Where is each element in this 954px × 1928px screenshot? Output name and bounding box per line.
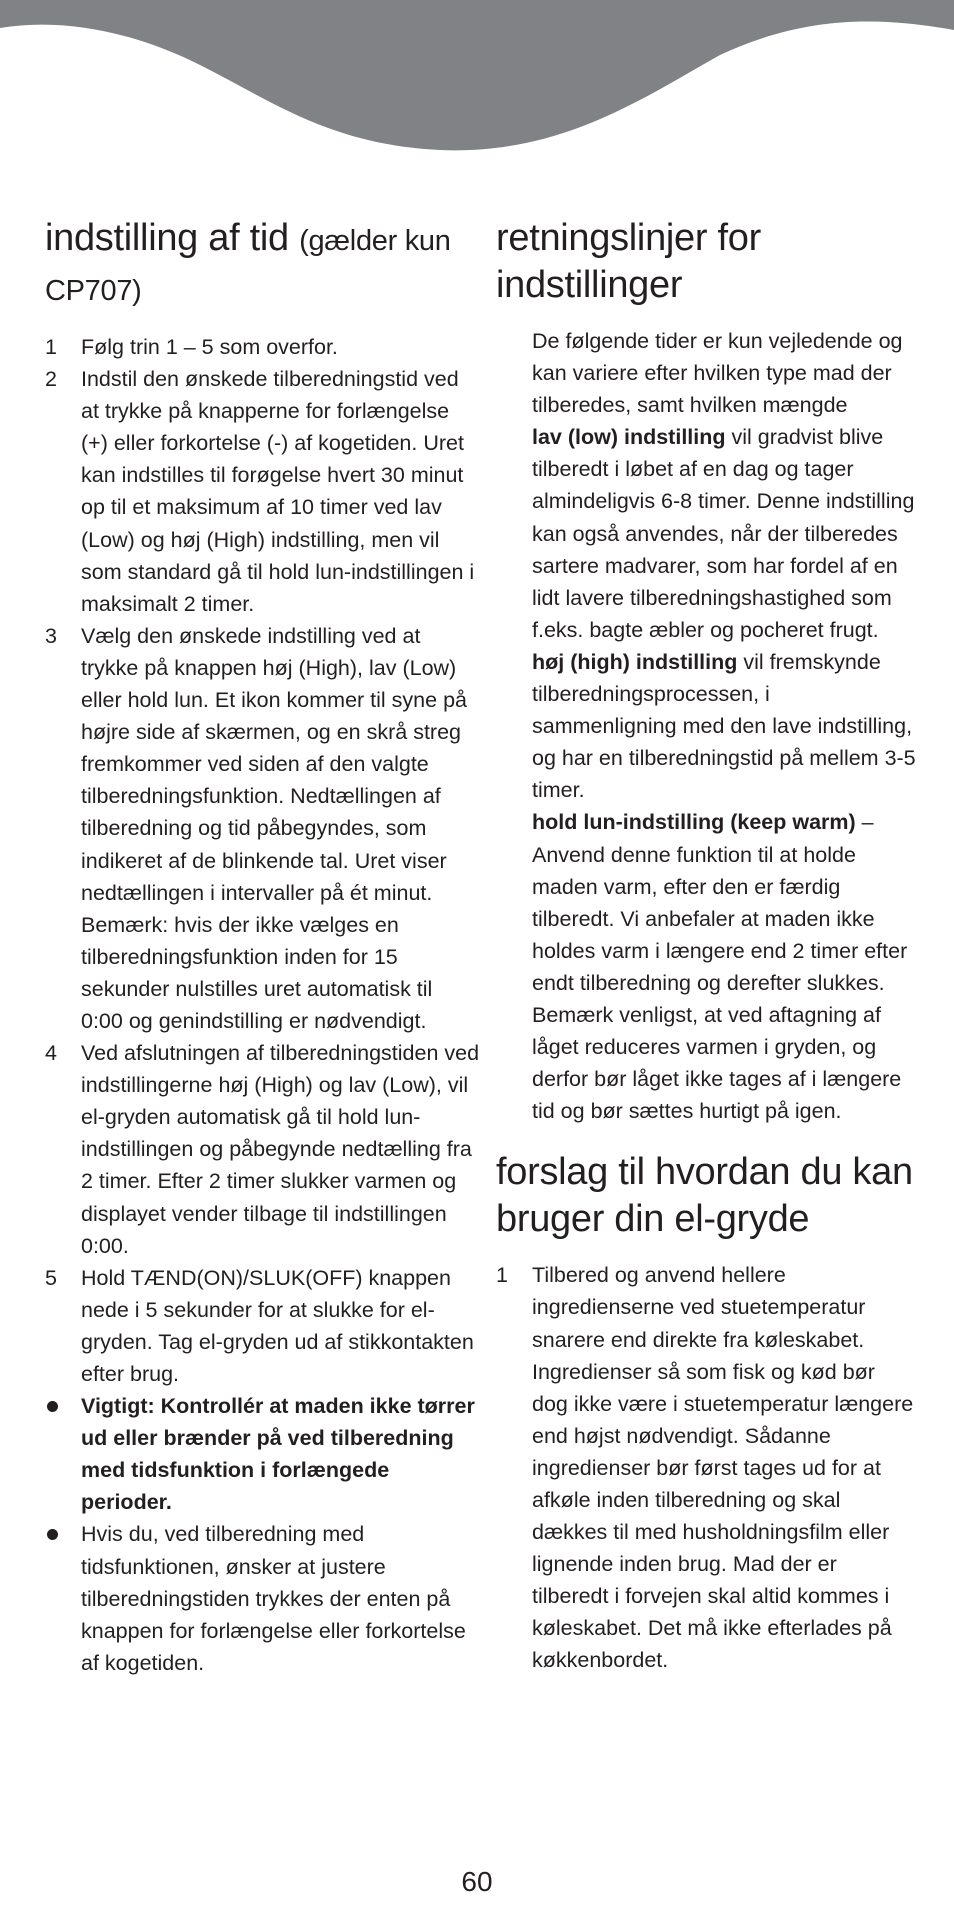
bullet-icon bbox=[47, 1401, 58, 1412]
timer-steps-list bbox=[45, 331, 480, 1679]
section-heading-timer: indstilling af tid (gælder kun CP707) bbox=[45, 217, 451, 307]
header-wave-decoration bbox=[0, 0, 954, 160]
list-item: 1 Følg trin 1 – 5 som overfor. bbox=[45, 335, 338, 359]
high-setting-paragraph: høj (high) indstilling vil fremskynde tilberedningsprocessen, i sammenligning med den lave indstilling, og har en tilberedningstid på mellem 3-5 timer. bbox=[532, 649, 916, 803]
list-item: 3 Vælg den ønskede indstilling ved at trykke på knappen høj (High), lav (Low) eller hold lun. Et ikon kommer til syne på højre side af skærmen, og en skrå streg fremkommer ved siden af den valgte tilberedningsfunktion. Nedtællingen af tilberedning og tid påbegyndes, som indikeret af de blinkende tal. Uret viser nedtællingen i intervaller på ét minut. Bemærk: hvis der ikke vælges en tilberedningsfunktion inden for 15 sekunder nulstilles uret automatisk til 0:00 og genindstilling er nødvendigt. bbox=[45, 620, 480, 1037]
low-setting-paragraph: lav (low) indstilling vil gradvist blive tilberedt i løbet af en dag og tager almindeligvis 6-8 timer. Denne indstilling kan også anvendes, når der tilberedes sartere madvarer, som har fordel af en lidt lavere tilberedningshastighed som f.eks. bagte æbler og pocheret frugt. bbox=[532, 425, 915, 642]
list-item: 2 Indstil den ønskede tilberedningstid ved at trykke på knapperne for forlængelse (+) eller forkortelse (-) af kogetiden. Uret kan indstilles til forøgelse hvert 30 minut op til et maksimum af 10 timer ved lav (Low) og høj (High) indstilling, men vil som standard gå til hold lun-indstillingen i maksimalt 2 timer. bbox=[45, 367, 475, 616]
keep-warm-paragraph: hold lun-indstilling (keep warm) – Anvend denne funktion til at holde maden varm, efter den er færdig tilberedt. Vi anbefaler at maden ikke holdes varm i længere end 2 timer efter endt tilberedning og derefter slukkes. Bemærk venligst, at ved aftagning af låget reduceres varmen i gryden, og derfor bør låget ikke tages af i længere tid og bør sættes hurtigt på igen. bbox=[532, 810, 908, 1124]
suggestions-list bbox=[496, 1259, 916, 1676]
list-item: 5 Hold TÆND(ON)/SLUK(OFF) knappen nede i 5 sekunder for at slukke for el-gryden. Tag el-gryden ud af stikkontakten efter brug. bbox=[45, 1265, 474, 1386]
right-column bbox=[496, 215, 916, 1677]
guidelines-intro: De følgende tider er kun vejledende og kan variere efter hvilken type mad der tilberedes, samt hvilken mængde bbox=[532, 329, 903, 418]
note-text: Bemærk: hvis der ikke vælges en tilberedningsfunktion inden for 15 sekunder nulstilles uret automatisk til 0:00 og genindstilling er nødvendigt. bbox=[81, 912, 433, 1033]
list-item: 1 Tilbered og anvend hellere ingredienserne ved stuetemperatur snarere end direkte fra køleskabet. Ingredienser så som fisk og kød bør dog ikke være i stuetemperatur længere end højst nødvendigt. Sådanne ingredienser bør først tages ud for at afkøle inden tilberedning og skal dækkes til med husholdningsfilm eller lignende inden brug. Mad der er tilberedt i forvejen skal altid kommes i køleskabet. Det må ikke efterlades på køkkenbordet. bbox=[496, 1263, 914, 1673]
left-column bbox=[45, 215, 480, 1679]
section-heading-guidelines: retningslinjer for indstillinger bbox=[496, 217, 761, 306]
section-heading-suggestions: forslag til hvordan du kan bruger din el-gryde bbox=[496, 1151, 913, 1241]
bullet-item-important: Vigtigt: Kontrollér at maden ikke tørrer ud eller brænder på ved tilberedning med tidsfunktion i forlængede perioder. bbox=[45, 1390, 480, 1518]
bullet-item: Hvis du, ved tilberedning med tidsfunktionen, ønsker at justere tilberedningstiden trykkes der enten på knappen for forlængelse eller forkortelse af kogetiden. bbox=[45, 1518, 480, 1678]
bullet-icon bbox=[47, 1529, 58, 1540]
page-number: 60 bbox=[461, 1866, 493, 1897]
list-item: 4 Ved afslutningen af tilberedningstiden ved indstillingerne høj (High) og lav (Low), vil el-gryden automatisk gå til hold lun-indstillingen og påbegynde nedtælling fra 2 timer. Efter 2 timer slukker varmen og displayet vender tilbage til indstillingen 0:00. bbox=[45, 1041, 480, 1258]
